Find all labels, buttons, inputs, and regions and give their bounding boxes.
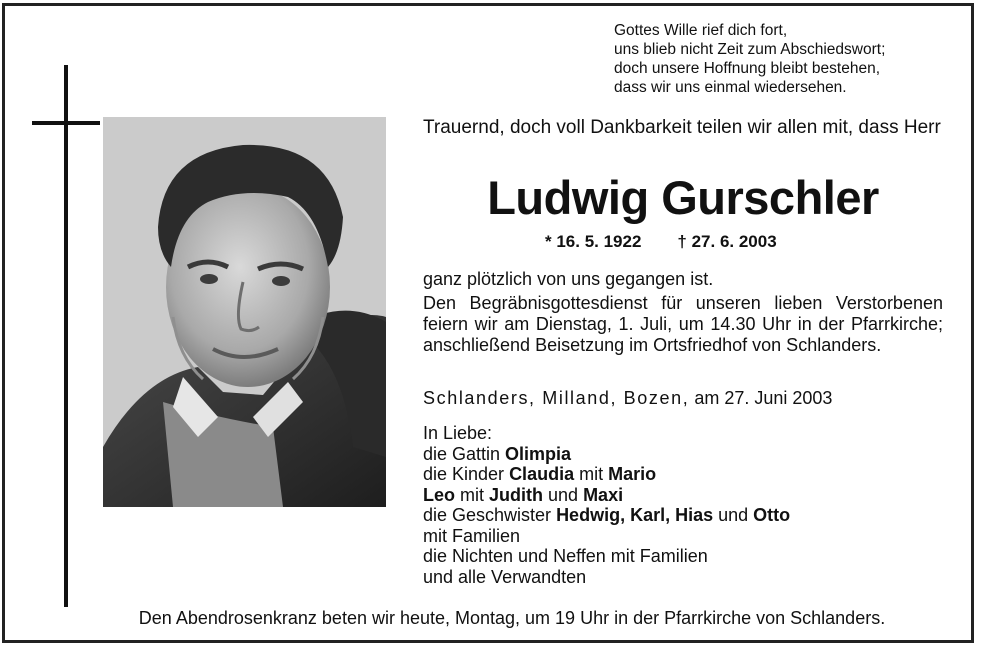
- family-text: und: [543, 484, 584, 505]
- family-member: Otto: [753, 505, 791, 525]
- family-list: [423, 423, 790, 587]
- family-text: mit: [455, 484, 490, 505]
- deceased-name: Ludwig Gurschler: [487, 171, 879, 224]
- poem-line: uns blieb nicht Zeit zum Abschiedswort;: [614, 41, 886, 58]
- family-text: mit: [574, 464, 609, 484]
- cross-icon-bar: [32, 121, 100, 125]
- family-member: Leo: [423, 484, 456, 505]
- poem-line: doch unsere Hoffnung bleibt bestehen,: [614, 60, 880, 77]
- announcement-text: [423, 269, 943, 356]
- family-heading: In Liebe:: [423, 423, 493, 443]
- family-member: Maxi: [583, 484, 624, 505]
- funeral-text: Den Begräbnisgottesdienst für unseren lieben Verstorbenen feiern wir am Dienstag, 1. Juli, um 14.30 Uhr in der Pfarrkirche; anschließend Beisetzung im Ortsfriedhof von Schlanders.: [423, 293, 943, 355]
- passed-text: ganz plötzlich von uns gegangen ist.: [423, 269, 714, 289]
- portrait-photo: [103, 117, 386, 507]
- place-names: Schlanders, Milland, Bozen,: [423, 388, 690, 408]
- rosary-notice: Den Abendrosenkranz beten wir heute, Montag, um 19 Uhr in der Pfarrkirche von Schlanders.: [138, 608, 886, 628]
- poem: [614, 21, 885, 97]
- family-member: Judith: [489, 484, 544, 505]
- family-member: Olimpia: [505, 443, 572, 464]
- family-line: mit Familien: [423, 525, 521, 546]
- announcement-date: am 27. Juni 2003: [694, 388, 833, 408]
- poem-line: dass wir uns einmal wiedersehen.: [614, 79, 847, 96]
- family-text: die Gattin: [423, 443, 506, 464]
- family-line: und alle Verwandten: [423, 566, 587, 587]
- family-member: Hedwig, Karl, Hias: [556, 505, 714, 525]
- family-text: die Geschwister: [423, 505, 557, 525]
- cross-icon: [64, 65, 68, 607]
- family-line: [423, 464, 790, 485]
- birth-date: * 16. 5. 1922: [545, 232, 642, 251]
- intro-text: Trauernd, doch voll Dankbarkeit teilen wir allen mit, dass Herr: [423, 117, 941, 138]
- family-member: Claudia: [509, 464, 575, 484]
- family-line: [423, 485, 790, 506]
- family-text: die Kinder: [423, 464, 510, 484]
- family-line: [423, 505, 790, 526]
- life-dates: [545, 232, 777, 252]
- family-line: die Nichten und Neffen mit Familien: [423, 546, 708, 566]
- family-member: Mario: [608, 464, 657, 484]
- family-line: [423, 444, 790, 465]
- death-date: † 27. 6. 2003: [677, 232, 777, 251]
- poem-line: Gottes Wille rief dich fort,: [614, 22, 788, 39]
- family-text: und: [713, 505, 754, 525]
- place-date: [423, 388, 832, 409]
